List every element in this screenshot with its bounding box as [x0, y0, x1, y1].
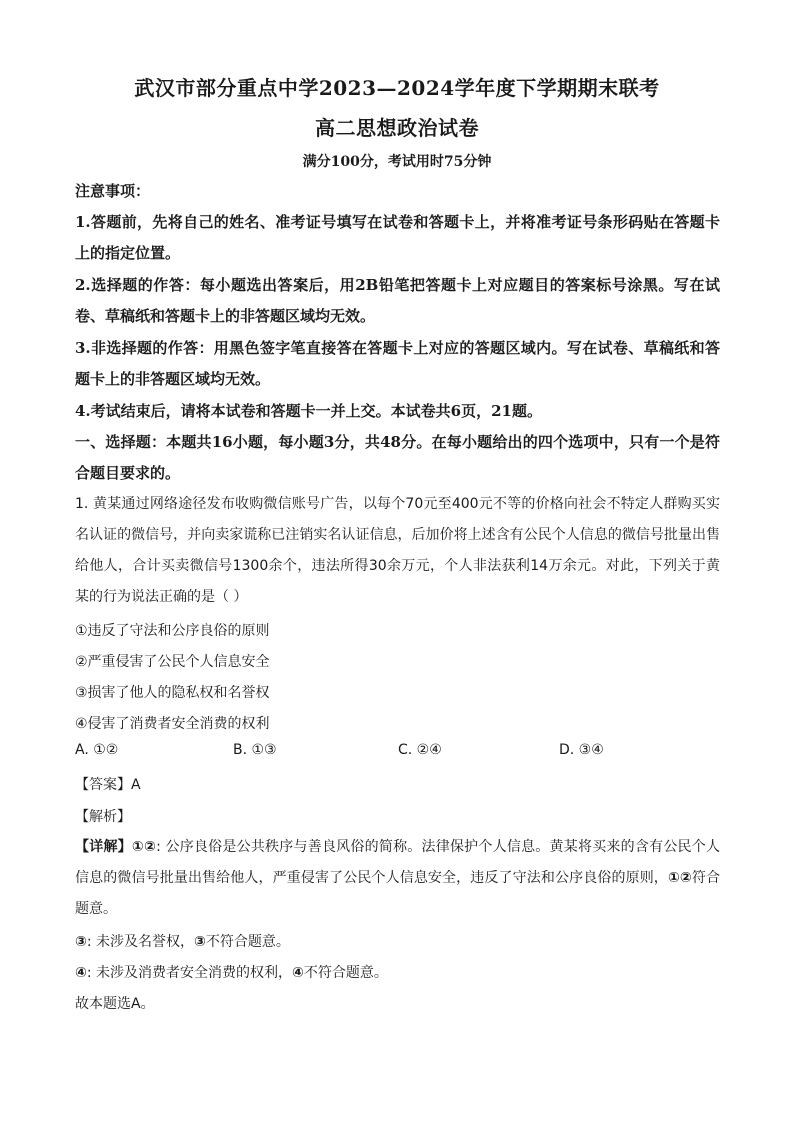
line4-tail: 不符合题意。 — [303, 965, 388, 981]
section-heading: 一、选择题：本题共16小题，每小题3分，共48分。在每小题给出的四个选项中，只有一个是符合题目要求的。 — [75, 433, 720, 482]
notice-item-2: 2.选择题的作答：每小题选出答案后，用2B铅笔把答题卡上对应题目的答案标号涂黑。写在试卷、草稿纸和答题卡上的非答题区域均无效。 — [75, 276, 720, 325]
detail-paragraph — [75, 832, 720, 925]
statement-1: ①违反了守法和公序良俗的原则 — [75, 623, 270, 639]
line4-text: : 未涉及消费者安全消费的权利， — [86, 965, 293, 981]
exam-subject: 高二思想政治试卷 — [315, 116, 479, 140]
notice-item-3: 3.非选择题的作答：用黑色签字笔直接答在答题卡上对应的答题区域内。写在试卷、草稿纸和答题卡上的非答题区域均无效。 — [75, 339, 720, 388]
notice-item-4: 4.考试结束后，请将本试卷和答题卡一并上交。本试卷共6页，21题。 — [75, 402, 542, 420]
notice-item-1: 1.答题前，先将自己的姓名、准考证号填写在试卷和答题卡上，并将准考证号条形码贴在答题卡上的指定位置。 — [75, 213, 720, 262]
line3-key: ③ — [75, 934, 87, 950]
line4-key2: ④ — [292, 965, 304, 981]
option-d: D. ③④ — [559, 742, 604, 758]
notice-heading: 注意事项： — [75, 182, 151, 200]
analysis-line-4 — [75, 962, 388, 982]
line3-key2: ③ — [194, 934, 206, 950]
statement-3: ③损害了他人的隐私权和名誉权 — [75, 685, 270, 701]
conclusion: 故本题选A。 — [75, 996, 155, 1012]
option-c: C. ②④ — [398, 742, 442, 758]
detail-tail: 符合题意。 — [75, 870, 721, 917]
statement-4: ④侵害了消费者安全消费的权利 — [75, 716, 270, 732]
answer-line — [75, 774, 141, 794]
detail-text: : 公序良俗是公共秩序与善良风俗的简称。法律保护个人信息。黄某将买来的含有公民个人信息的微信号批量出售给他人，严重侵害了公民个人信息安全，违反了守法和公序良俗的原则， — [75, 839, 721, 886]
line3-text: : 未涉及名誉权， — [86, 934, 195, 950]
line4-key: ④ — [75, 965, 87, 981]
answer-label: 【答案】 — [75, 777, 131, 793]
analysis-line-3 — [75, 931, 290, 951]
exam-title: 武汉市部分重点中学2023—2024学年度下学期期末联考 — [134, 76, 660, 100]
line3-tail: 不符合题意。 — [205, 934, 290, 950]
option-a: A. ①② — [75, 742, 119, 758]
detail-key: ①② — [131, 839, 157, 855]
statement-2: ②严重侵害了公民个人信息安全 — [75, 654, 270, 670]
exam-meta: 满分100分，考试用时75分钟 — [302, 154, 492, 170]
analysis-label: 【解析】 — [75, 809, 131, 825]
option-b: B. ①③ — [233, 742, 277, 758]
answer-value: A — [131, 777, 141, 793]
detail-label: 【详解】 — [75, 839, 132, 855]
question-stem: 1. 黄某通过网络途径发布收购微信账号广告，以每个70元至400元不等的价格向社会不特定人群购买实名认证的微信号，并向卖家谎称已注销实名认证信息，后加价将上述含有公民个人信息的微信号批量出售给他人，合计买卖微信号1300余个，违法所得30余万元，个人非法获利14万余元。对此，下列关于黄某的行为说法正确的是（ ） — [75, 496, 720, 605]
detail-tail-key: ①② — [667, 870, 692, 886]
